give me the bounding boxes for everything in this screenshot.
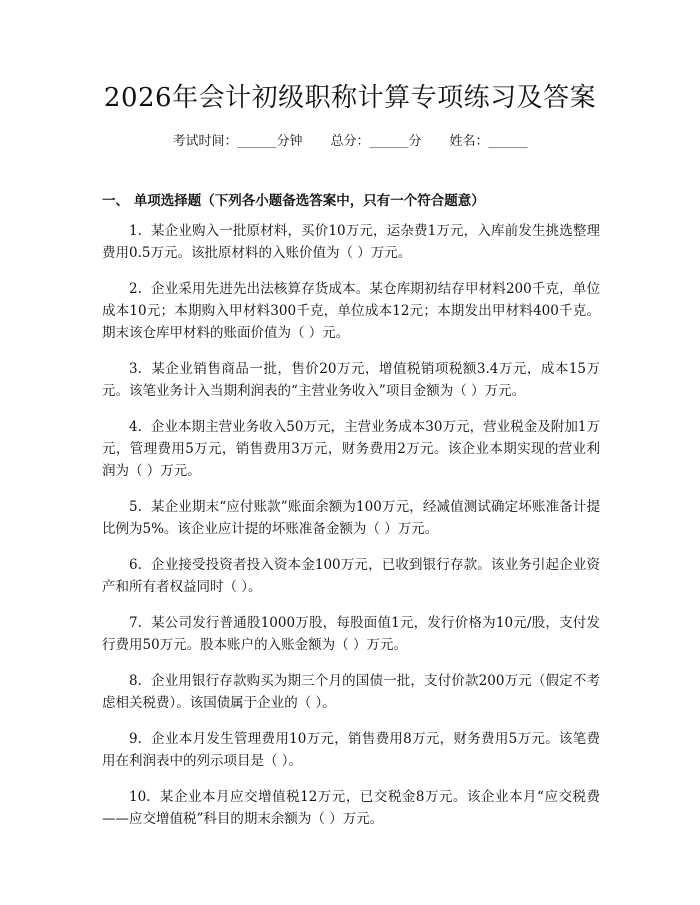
question-text: 企业采用先进先出法核算存货成本。某仓库期初结存甲材料200千克，单位成本10元；本期购入甲材料300千克，单位成本12元；本期发出甲材料400千克。期末该仓库甲材料的账面价值为（ ）元。 xyxy=(102,281,600,341)
question-item xyxy=(102,612,600,656)
question-number: 5. xyxy=(129,499,142,515)
question-text: 某企业销售商品一批，售价20万元，增值税销项税额3.4万元，成本15万元。该笔业务计入当期利润表的“主营业务收入”项目金额为（ ）万元。 xyxy=(102,361,600,399)
exam-info-line xyxy=(0,132,700,152)
page-title: 2026年会计初级职称计算专项练习及答案 xyxy=(103,83,597,113)
question-item xyxy=(102,416,600,482)
question-text: 某企业本月应交增值税12万元，已交税金8万元。该企业本月“应交税费——应交增值税”科目的期末余额为（ ）万元。 xyxy=(102,789,600,827)
question-text: 某公司发行普通股1000万股，每股面值1元，发行价格为10元/股，支付发行费用50万元。股本账户的入账金额为（ ）万元。 xyxy=(102,615,600,653)
question-item xyxy=(102,670,600,714)
question-number: 3. xyxy=(129,361,142,377)
question-text: 企业用银行存款购买为期三个月的国债一批，支付价款200万元（假定不考虑相关税费）。该国债属于企业的（ ）。 xyxy=(102,673,600,711)
question-text: 企业接受投资者投入资本金100万元，已收到银行存款。该业务引起企业资产和所有者权益同时（ ）。 xyxy=(102,557,600,595)
question-item xyxy=(102,554,600,598)
question-number: 6. xyxy=(129,557,142,573)
question-list xyxy=(102,220,600,844)
question-number: 2. xyxy=(129,281,142,297)
question-number: 10. xyxy=(129,789,151,805)
section-heading: 一、 单项选择题（下列各小题备选答案中，只有一个符合题意） xyxy=(102,193,485,209)
question-number: 9. xyxy=(129,731,142,747)
question-item xyxy=(102,728,600,772)
total-score-field: 总分：______分 xyxy=(330,134,422,149)
student-name-field: 姓名：______ xyxy=(449,134,528,149)
exam-time-field: 考试时间：______分钟 xyxy=(172,134,303,149)
question-item xyxy=(102,278,600,344)
question-number: 7. xyxy=(129,615,142,631)
question-item xyxy=(102,496,600,540)
question-text: 某企业购入一批原材料，买价10万元，运杂费1万元，入库前发生挑选整理费用0.5万元。该批原材料的入账价值为（ ）万元。 xyxy=(102,223,600,261)
question-item xyxy=(102,786,600,830)
question-number: 4. xyxy=(129,419,142,435)
question-item xyxy=(102,358,600,402)
question-text: 企业本期主营业务收入50万元，主营业务成本30万元，营业税金及附加1万元，管理费用5万元，销售费用3万元，财务费用2万元。该企业本期实现的营业利润为（ ）万元。 xyxy=(102,419,600,479)
question-text: 企业本月发生管理费用10万元，销售费用8万元，财务费用5万元。该笔费用在利润表中的列示项目是（ ）。 xyxy=(102,731,600,769)
question-text: 某企业期末“应付账款”账面余额为100万元，经减值测试确定坏账准备计提比例为5%。该企业应计提的坏账准备金额为（ ）万元。 xyxy=(102,499,600,537)
question-number: 8. xyxy=(129,673,142,689)
question-number: 1. xyxy=(129,223,142,239)
question-item xyxy=(102,220,600,264)
